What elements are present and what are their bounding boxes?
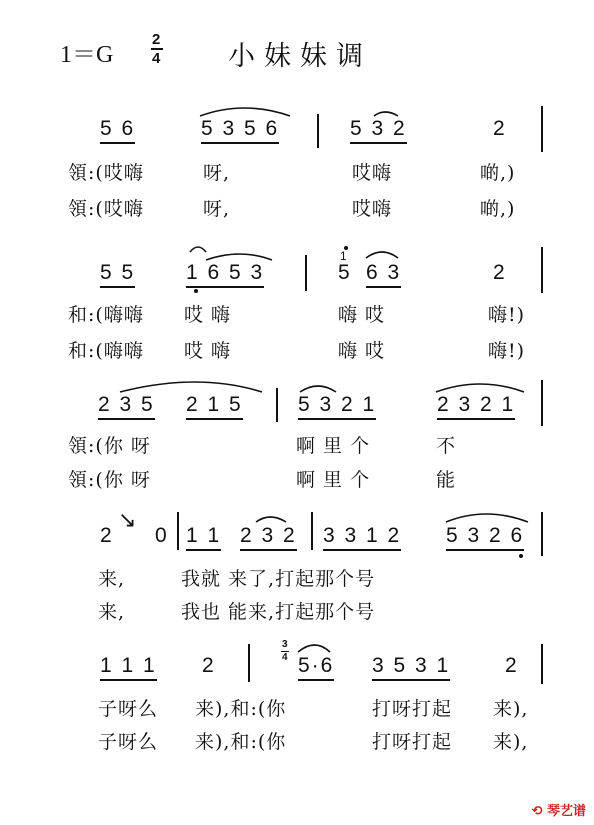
lyric: 呀, [203, 198, 231, 220]
note: 2 [100, 524, 114, 547]
note-group: 2 1 5 [186, 393, 243, 420]
lyric: 来, [98, 601, 126, 623]
note-group: 6 3 [366, 261, 401, 288]
lyric: 我就 来了,打起那个号 [181, 568, 376, 590]
note-group: 1 1 1 [100, 654, 157, 681]
slur [298, 645, 330, 652]
lyric: 能 [436, 469, 457, 491]
note-group: 5 3 5 6 [201, 117, 279, 144]
lyric: 我也 能来,打起那个号 [181, 601, 376, 623]
note-group: 5·6 [298, 654, 334, 681]
lyric: 啊 里 个 [296, 435, 371, 457]
note-group: 5 6 [100, 117, 135, 144]
lyric: 嗨!) [488, 340, 526, 362]
watermark-text: 琴艺谱 [546, 804, 586, 819]
note-group: 5 3 2 6 [446, 524, 524, 551]
lyric: 啲,) [480, 198, 516, 220]
slur [446, 514, 528, 522]
key-signature: 1＝G [60, 42, 114, 68]
note: 2 [493, 261, 507, 284]
slur [256, 517, 286, 522]
note: 2 [202, 654, 216, 677]
lyric: 子呀么 [98, 698, 159, 720]
lyric: 打呀打起 [372, 731, 453, 753]
lyric: 嗨 哎 [338, 304, 386, 326]
lyric: 領:(你 呀 [68, 435, 151, 457]
lyric: 和:(嗨嗨 [68, 340, 144, 362]
slur [436, 384, 524, 392]
lyric: 不 [436, 435, 457, 457]
lyric: 領:(哎嗨 [68, 162, 144, 184]
note-group: 5 3 2 [350, 117, 407, 144]
note-group: 3 5 3 1 [372, 654, 450, 681]
note-group: 3 3 1 2 [323, 524, 401, 551]
lyric: 哎嗨 [352, 162, 393, 184]
lyric: 哎嗨 [352, 198, 393, 220]
lyric: 打呀打起 [372, 698, 453, 720]
lyric: 来, [98, 568, 126, 590]
time-sig-bottom: 4 [282, 652, 288, 663]
lyric: 来), [493, 731, 529, 753]
logo-icon: ⟲ [531, 804, 547, 819]
lyric: 啲,) [480, 162, 516, 184]
note: 2 [505, 654, 519, 677]
note-group: 5 5 [100, 261, 135, 288]
note: 0 [155, 524, 169, 547]
lyric: 呀, [203, 162, 231, 184]
grace-note: 1 [340, 249, 347, 263]
lyric: 子呀么 [98, 731, 159, 753]
slur [300, 386, 336, 392]
lyric: 来), [493, 698, 529, 720]
time-sig-top: 3 [282, 639, 288, 650]
note-group: 1 6 5 3 [186, 261, 264, 288]
note-group: 2 3 5 [98, 393, 155, 420]
slur [200, 108, 290, 116]
lyric: 来),和:(你 [195, 731, 287, 753]
lyric: 領:(哎嗨 [68, 198, 144, 220]
lyric: 来),和:(你 [195, 698, 287, 720]
note-group: 2 3 2 1 [437, 393, 515, 420]
song-title: 小妹妹调 [228, 41, 372, 72]
slur [120, 382, 262, 392]
lyric: 啊 里 个 [296, 469, 371, 491]
time-sig-bottom: 4 [152, 50, 161, 67]
watermark-logo [532, 800, 586, 819]
lyric: 哎 嗨 [184, 304, 232, 326]
note-group: 5 3 2 1 [298, 393, 376, 420]
slur [206, 254, 272, 260]
lyric: 領:(你 呀 [68, 469, 151, 491]
note: 5 [338, 261, 352, 284]
lyric: 嗨 哎 [338, 340, 386, 362]
slur [366, 252, 398, 258]
lyric: 和:(嗨嗨 [68, 304, 144, 326]
slur [374, 112, 398, 116]
note-group: 1 1 [186, 524, 221, 551]
lyric: 嗨!) [488, 304, 526, 326]
note: 2 [493, 117, 507, 140]
glissando-arrow-icon: ↘ [118, 508, 137, 533]
note-group: 2 3 2 [240, 524, 297, 551]
time-sig-top: 2 [152, 31, 161, 48]
lyric: 哎 嗨 [184, 340, 232, 362]
slur [190, 247, 206, 252]
